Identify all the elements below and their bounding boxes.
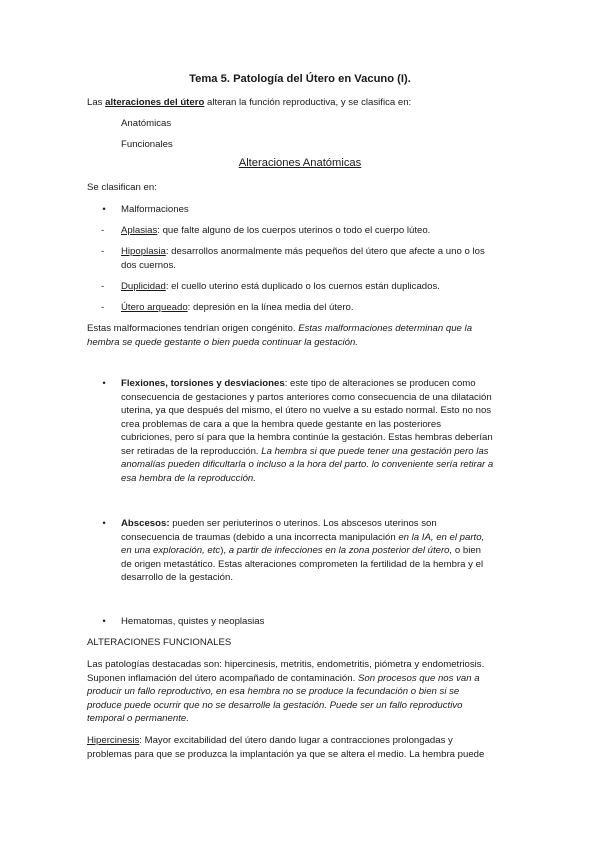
congenital-paragraph: Estas malformaciones tendrían origen congénito. Estas malformaciones determinan que la hembra se quede gestante o bien pueda continuar la gestación.: [87, 323, 473, 348]
hipercinesis-paragraph: Hipercinesis: Mayor excitabilidad del útero dando lugar a contracciones prolongadas y problemas para que se produzca la implantación ya que se altera el medio. La hembra puede: [87, 735, 485, 760]
dash-icon: -: [101, 281, 105, 292]
page-title: Tema 5. Patología del Útero en Vacuno (I).: [189, 73, 411, 85]
bullet-malformaciones: Malformaciones: [121, 204, 189, 215]
bullet-icon: •: [102, 518, 106, 529]
abscesos-paragraph: Abscesos: pueden ser periuterinos o uterinos. Los abscesos uterinos son consecuencia de traumas (debido a una incorrecta manipulación en la IA, en el parto, en una exploración, etc), a partir de infecciones en la zona posterior del útero, o bien de origen metastático. Estas alteraciones comprometen la fertilidad de la hembra y el desarrollo de la gestación.: [121, 518, 485, 583]
flexiones-paragraph: Flexiones, torsiones y desviaciones: este tipo de alteraciones se producen como consecuencia de gestaciones y partos anteriores como consecuencia de una dilatación uterina, ya que después del mismo, el útero no vuelve a su estado normal. Esto no nos crea problemas de cara a que la hembra quede gestante en las posteriores cubriciones, pero sí para que la hembra continúe la gestación. Estas hembras deberían ser retiradas de la reproducción. La hembra si que puede tener una gestación pero las anomalías pueden dificultarla o incluso a la hora del parto. lo conveniente sería retirar a esa hembra de la reproducción.: [121, 378, 494, 484]
malformation-utero-arqueado: Útero arqueado: depresión en la línea media del útero.: [121, 302, 354, 313]
dash-icon: -: [101, 302, 105, 313]
malformation-duplicidad: Duplicidad: el cuello uterino está duplicado o los cuernos están duplicados.: [121, 281, 440, 292]
classified-in-text: Se clasifican en:: [87, 182, 157, 193]
functional-paragraph: Las patologías destacadas son: hipercinesis, metritis, endometritis, piómetra y endometriosis. Suponen inflamación del útero acompañado de contaminación. Son procesos que nos van a producir un fallo reproductivo, en esa hembra no se produce la fecundación o bien si se produce puede ocurrir que no se desarrolle la gestación. Puede ser un fallo reproductivo temporal o permanente.: [87, 659, 485, 724]
bullet-icon: •: [102, 378, 106, 389]
type-anatomic: Anatómicas: [121, 118, 172, 129]
malformation-hipoplasia: Hipoplasia: desarrollos anormalmente más pequeños del útero que afecte a uno o los dos cuernos.: [121, 246, 485, 271]
section-heading-functional: ALTERACIONES FUNCIONALES: [87, 637, 232, 648]
dash-icon: -: [101, 246, 105, 257]
dash-icon: -: [101, 225, 105, 236]
malformation-aplasias: Aplasias: que falte alguno de los cuerpos uterinos o todo el cuerpo lúteo.: [121, 225, 431, 236]
intro-term: alteraciones del útero: [105, 97, 205, 108]
bullet-icon: •: [102, 616, 106, 627]
section-heading-anatomic: Alteraciones Anatómicas: [238, 157, 362, 169]
type-functional: Funcionales: [121, 139, 173, 150]
bullet-hematomas: Hematomas, quistes y neoplasias: [121, 616, 265, 627]
bullet-icon: •: [102, 204, 106, 215]
intro-paragraph: Las alteraciones del útero alteran la función reproductiva, y se clasifica en:: [87, 97, 412, 108]
